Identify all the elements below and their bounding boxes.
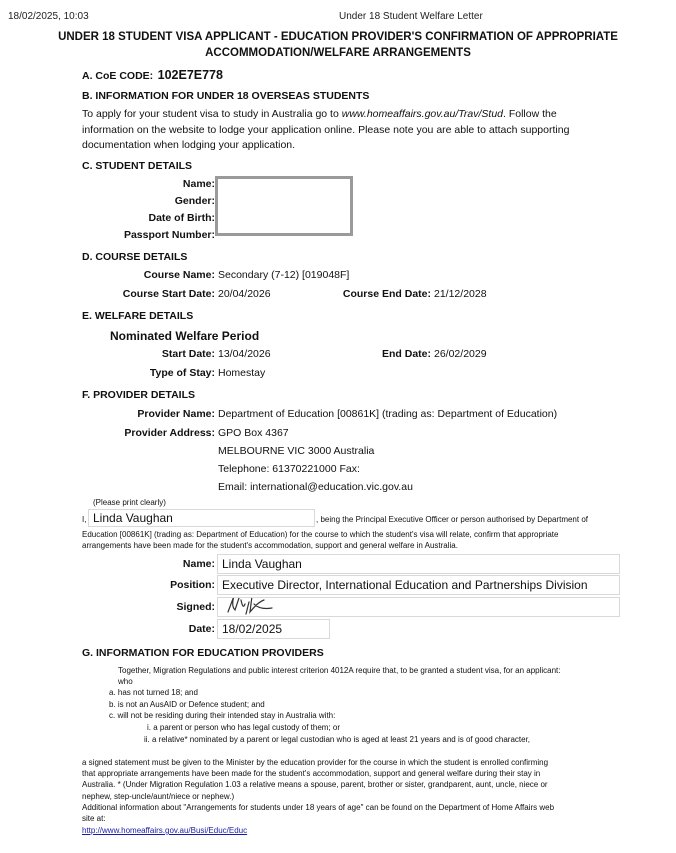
stay-type-value: Homestay [218, 367, 266, 379]
course-name-value: Secondary (7-12) [019048F] [218, 269, 350, 281]
section-b-line2: information on the website to lodge your application online. Please note you are able to attach supporting [82, 123, 570, 136]
print-document-title: Under 18 Student Welfare Letter [339, 11, 483, 22]
declaration-line1: , being the Principal Executive Officer or person authorised by Department of [316, 515, 588, 524]
section-g-item-c-ii: ii. a relative* nominated by a parent or legal custodian who is aged at least 21 years and is of good character, [144, 735, 531, 744]
course-end-label: Course End Date: [342, 288, 431, 300]
sign-position-field[interactable]: Executive Director, International Education and Partnerships Division [217, 575, 620, 595]
student-dob-label: Date of Birth: [148, 212, 215, 224]
document-title-line2: ACCOMMODATION/WELFARE ARRANGEMENTS [205, 47, 471, 59]
homeaffairs-educ-link[interactable]: http://www.homeaffairs.gov.au/Busi/Educ/Educ [82, 826, 248, 835]
print-clearly-note: (Please print clearly) [93, 498, 166, 507]
section-g-heading: G. INFORMATION FOR EDUCATION PROVIDERS [82, 647, 324, 659]
section-b-line1 [82, 107, 642, 123]
welfare-end-value: 26/02/2029 [434, 348, 487, 360]
student-gender-label: Gender: [174, 195, 215, 207]
signature-field[interactable] [217, 597, 620, 617]
document-title-line1: UNDER 18 STUDENT VISA APPLICANT - EDUCATION PROVIDER'S CONFIRMATION OF APPROPRIATE [58, 31, 618, 43]
section-c-heading: C. STUDENT DETAILS [82, 160, 193, 172]
sign-date-label: Date: [188, 623, 215, 635]
provider-name-label: Provider Name: [137, 408, 215, 420]
welfare-period-subheading: Nominated Welfare Period [110, 329, 260, 343]
section-e-heading: E. WELFARE DETAILS [82, 310, 194, 322]
provider-email: Email: international@education.vic.gov.au [218, 481, 413, 493]
welfare-start-value: 13/04/2026 [218, 348, 271, 360]
course-name-label: Course Name: [143, 269, 215, 281]
provider-telephone: Telephone: 61370221000 Fax: [218, 463, 360, 475]
section-g-p4: nephew, step-uncle/aunt/niece or nephew.) [82, 791, 235, 801]
section-g-item-c-i: i. a parent or person who has legal custody of them; or [147, 723, 340, 732]
redaction-box [215, 176, 353, 236]
sign-position-label: Position: [170, 579, 215, 591]
declaration-line3: arrangements have been made for the student's accommodation, support and general welfare in Australia. [82, 541, 458, 550]
sign-name-field[interactable]: Linda Vaughan [217, 554, 620, 574]
coe-code-value: 102E7E778 [157, 68, 223, 82]
section-g-p2: that appropriate arrangements have been made for the student's accommodation, support and general welfare during their stay in [82, 769, 541, 779]
declaration-i-label: I, [82, 515, 87, 524]
signed-label: Signed: [176, 601, 215, 613]
course-start-label: Course Start Date: [122, 288, 215, 300]
student-name-label: Name: [182, 178, 215, 190]
section-b-heading: B. INFORMATION FOR UNDER 18 OVERSEAS STUDENTS [82, 90, 370, 102]
section-g-p3: Australia. * (Under Migration Regulation 1.03 a relative means a spouse, parent, brother or sister, grandparent, aunt, uncle, niece or [82, 780, 548, 790]
section-g-p1: a signed statement must be given to the Minister by the education provider for the course in which the student is enrolled confirming [82, 758, 549, 767]
section-g-paragraph [82, 757, 642, 824]
section-g-intro2: who [118, 677, 133, 686]
coe-code-row [82, 66, 223, 84]
declaration-line2: Education [00861K] (trading as: Department of Education) for the course to which the student's visa will relate, confirm that appropriate [82, 530, 559, 539]
student-passport-label: Passport Number: [123, 229, 215, 241]
section-b-line1-pre: To apply for your student visa to study in Australia go to [82, 108, 342, 120]
course-start-value: 20/04/2026 [218, 288, 271, 300]
declarant-name-field[interactable]: Linda Vaughan [88, 509, 315, 527]
section-d-heading: D. COURSE DETAILS [82, 251, 188, 263]
sign-name-label: Name: [182, 558, 215, 570]
section-b-line3: documentation when lodging your application. [82, 139, 296, 151]
section-g-item-a: a. has not turned 18; and [109, 688, 198, 697]
provider-address-label: Provider Address: [124, 427, 215, 439]
handwritten-signature [222, 597, 292, 616]
section-f-heading: F. PROVIDER DETAILS [82, 389, 195, 401]
section-g-p6: site at: [82, 814, 106, 824]
course-end-value: 21/12/2028 [434, 288, 487, 300]
section-g-p5: Additional information about "Arrangements for students under 18 years of age" can be found on the Department of Home Affairs web [82, 802, 555, 812]
homeaffairs-stud-url: www.homeaffairs.gov.au/Trav/Stud [341, 108, 503, 120]
welfare-end-label: End Date: [381, 348, 431, 360]
section-b-text [82, 107, 642, 154]
provider-address-line1: GPO Box 4367 [218, 427, 289, 439]
welfare-start-label: Start Date: [161, 348, 215, 360]
section-g-item-b: b. is not an AusAID or Defence student; and [109, 700, 265, 709]
stay-type-label: Type of Stay: [149, 367, 215, 379]
document-title [0, 29, 676, 61]
coe-code-label: A. CoE CODE: [82, 70, 154, 82]
section-g-intro1: Together, Migration Regulations and public interest criterion 4012A require that, to be granted a student visa, for an applicant: [118, 666, 561, 675]
section-g-item-c: c. will not be residing during their intended stay in Australia with: [109, 711, 336, 720]
provider-address-line2: MELBOURNE VIC 3000 Australia [218, 445, 375, 457]
print-datetime: 18/02/2025, 10:03 [8, 11, 89, 22]
section-b-line1-post: . Follow the [503, 108, 557, 120]
provider-name-value: Department of Education [00861K] (trading as: Department of Education) [218, 408, 558, 420]
sign-date-field[interactable]: 18/02/2025 [217, 619, 330, 639]
